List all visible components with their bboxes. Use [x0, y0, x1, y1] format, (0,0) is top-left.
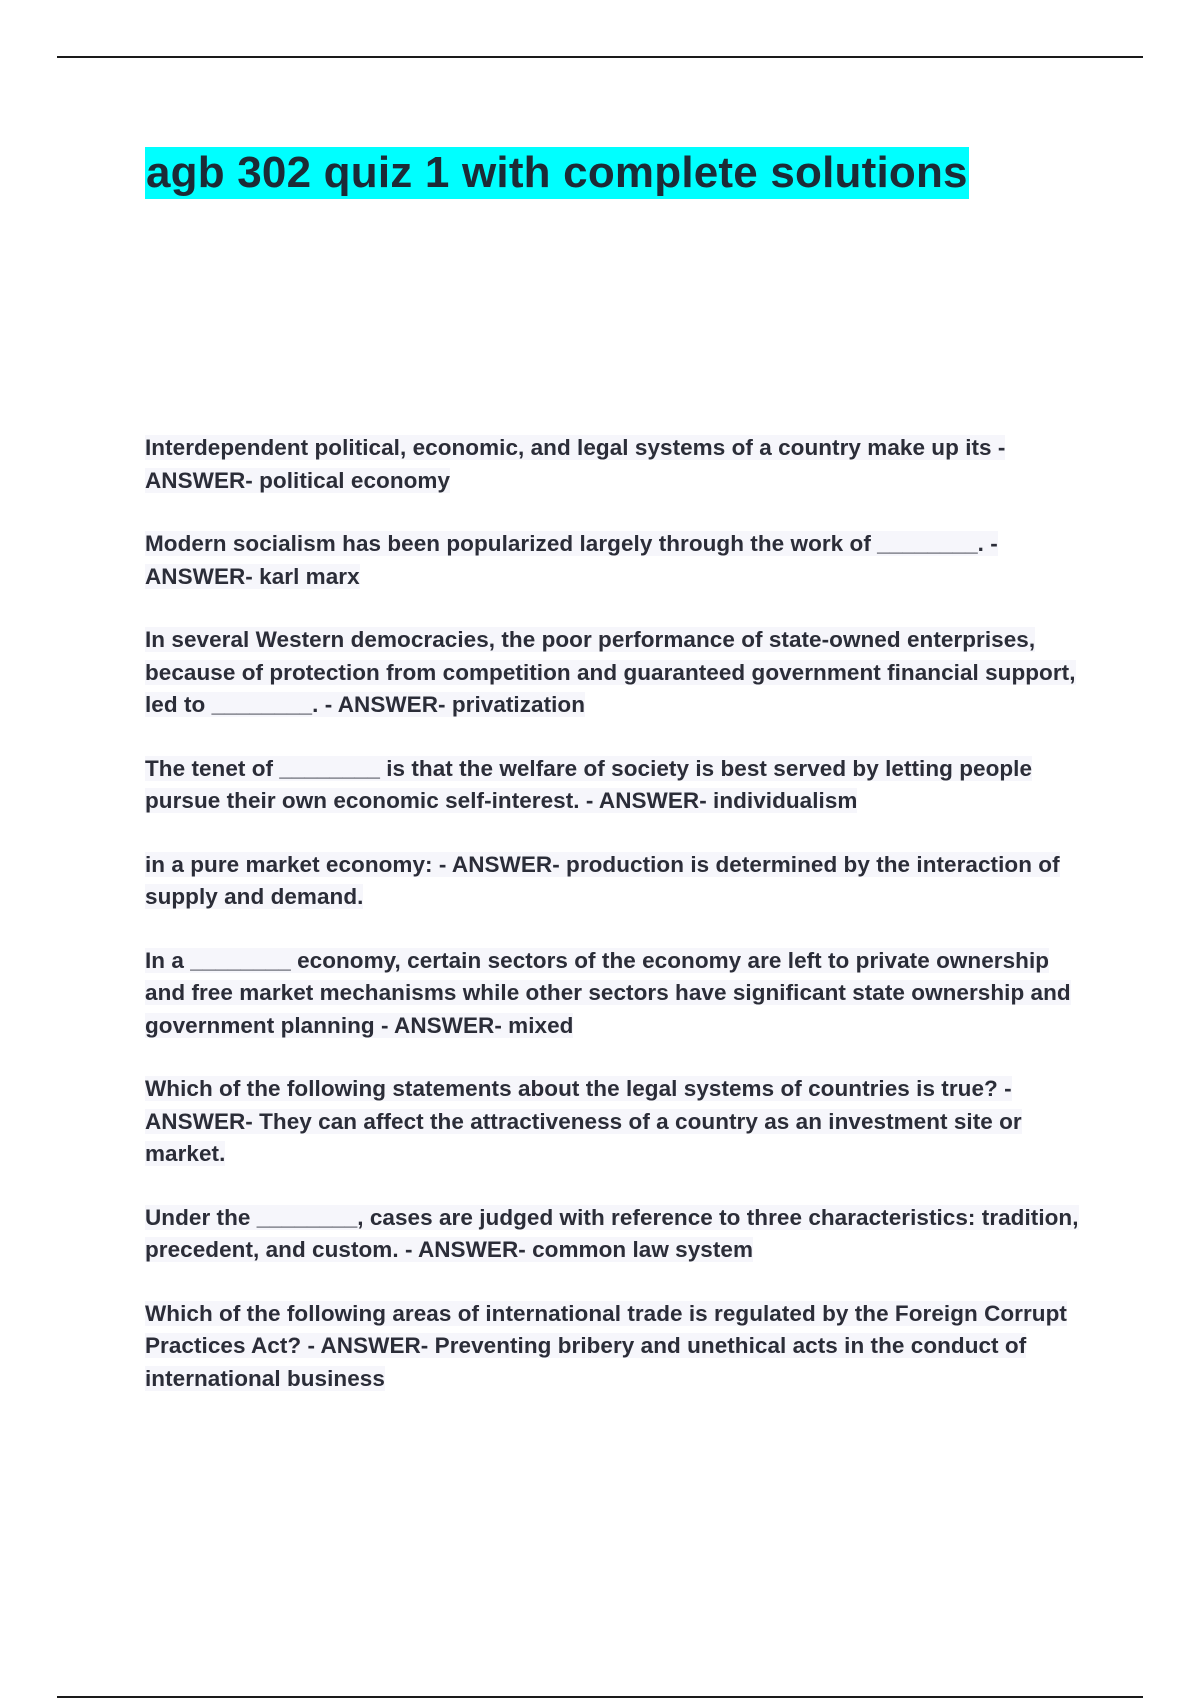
qa-item-text: Which of the following areas of international trade is regulated by the Foreign Corrupt Practices Act? - ANSWER- Preventing bribery and unethical acts in the conduct of international business [145, 1300, 1067, 1391]
top-rule [57, 56, 1143, 58]
bottom-rule [57, 1696, 1143, 1698]
qa-item-text: The tenet of ________ is that the welfare of society is best served by letting people pursue their own economic self-interest. - ANSWER- individualism [145, 755, 1033, 813]
page-title: agb 302 quiz 1 with complete solutions [146, 148, 968, 197]
qa-item [145, 624, 1095, 722]
qa-item [145, 753, 1095, 818]
qa-item [145, 849, 1095, 914]
qa-list [145, 432, 1095, 1426]
title-block [145, 147, 1105, 199]
qa-item [145, 1298, 1095, 1396]
qa-item-text: In several Western democracies, the poor performance of state-owned enterprises, because of protection from competition and guaranteed government financial support, led to ________. - ANSWER- privatization [145, 627, 1076, 717]
qa-item [145, 1073, 1095, 1171]
qa-item [145, 945, 1095, 1043]
qa-item-text: Under the ________, cases are judged with reference to three characteristics: tradition, precedent, and custom. - ANSWER- common law system [145, 1204, 1079, 1262]
qa-item [145, 528, 1095, 593]
qa-item-text: Which of the following statements about the legal systems of countries is true? - ANSWER- They can affect the attractiveness of a country as an investment site or market. [145, 1076, 1022, 1166]
qa-item-text: Interdependent political, economic, and legal systems of a country make up its - ANSWER- political economy [145, 435, 1006, 493]
qa-item [145, 432, 1095, 497]
qa-item [145, 1202, 1095, 1267]
qa-item-text: In a ________ economy, certain sectors of the economy are left to private ownership and free market mechanisms while other sectors have significant state ownership and government planning - ANSWER- mixed [145, 947, 1071, 1038]
qa-item-text: Modern socialism has been popularized largely through the work of ________. - ANSWER- karl marx [145, 531, 998, 589]
qa-item-text: in a pure market economy: - ANSWER- production is determined by the interaction of supply and demand. [145, 851, 1060, 909]
